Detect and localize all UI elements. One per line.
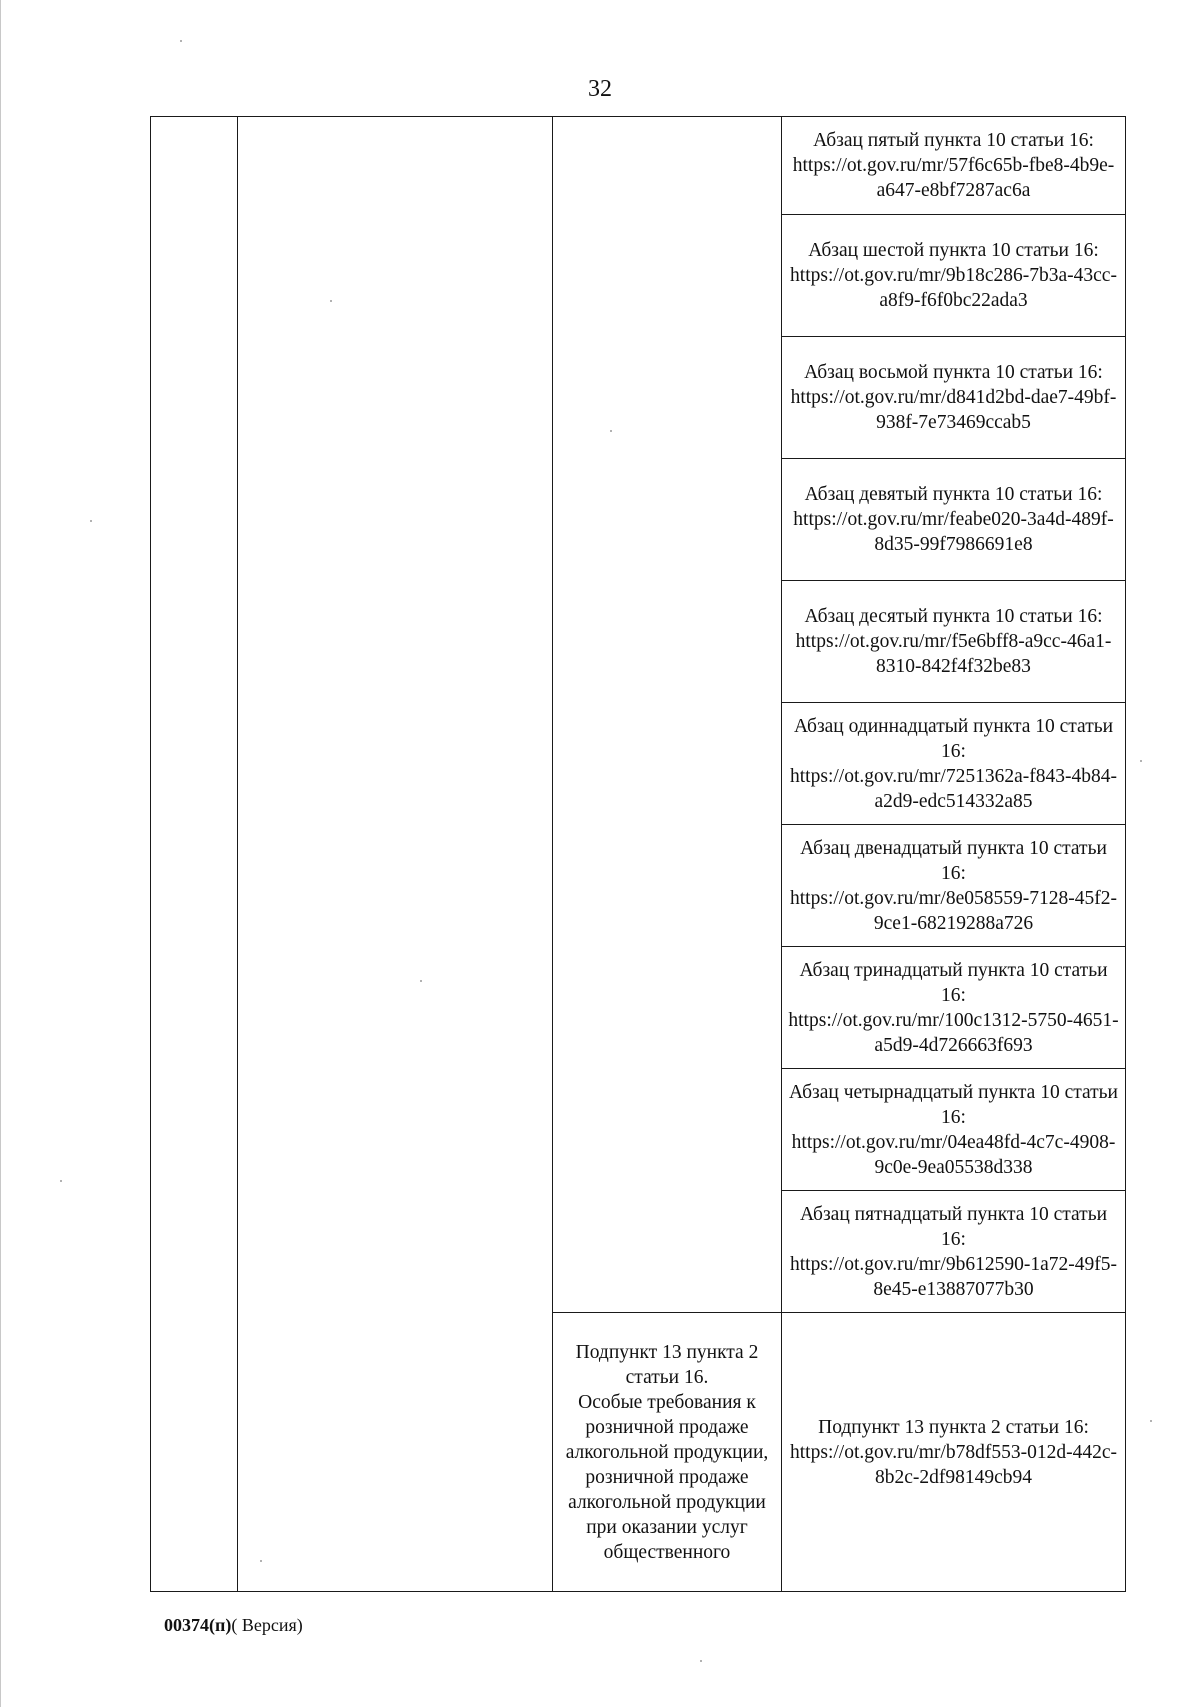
reference-link[interactable]: https://ot.gov.ru/mr/8e058559-7128-45f2-9ce1-68219288a726 [790,887,1117,934]
reference-title: Абзац пятый пункта 10 статьи 16: [813,130,1094,151]
scan-speck [1150,1420,1152,1422]
scan-edge-line [0,0,1,1707]
reference-link[interactable]: https://ot.gov.ru/mr/04ea48fd-4c7c-4908-9c0e-9ea05538d338 [791,1131,1116,1178]
reference-title: Абзац десятый пункта 10 статьи 16: [804,606,1103,627]
reference-link[interactable]: https://ot.gov.ru/mr/f5e6bff8-a9cc-46a1-8310-842f4f32be83 [795,631,1112,677]
scan-speck [330,300,332,302]
reference-link[interactable]: https://ot.gov.ru/mr/100c1312-5750-4651-a5d9-4d726663f693 [788,1009,1119,1056]
requirement-title: Подпункт 13 пункта 2 статьи 16. [575,1341,759,1388]
reference-cell [782,215,1126,337]
reference-cell [782,947,1126,1069]
reference-cell [782,1313,1126,1592]
subject-cell [238,117,553,1592]
reference-cell [782,703,1126,825]
scan-speck [610,430,612,432]
scan-speck [1140,760,1142,762]
reference-title: Абзац восьмой пункта 10 статьи 16: [804,362,1103,383]
reference-cell [782,117,1126,215]
reference-link[interactable]: https://ot.gov.ru/mr/b78df553-012d-442c-8b2c-2df98149cb94 [790,1441,1117,1488]
requirements-table [150,116,1126,1592]
scan-speck [90,520,92,522]
reference-link[interactable]: https://ot.gov.ru/mr/57f6c65b-fbe8-4b9e-a647-e8bf7287ac6a [792,155,1115,201]
reference-cell [782,337,1126,459]
reference-title: Подпункт 13 пункта 2 статьи 16: [818,1416,1089,1438]
reference-title: Абзац четырнадцатый пункта 10 статьи 16: [789,1081,1118,1128]
reference-cell [782,825,1126,947]
document-code: 00374(п) [164,1615,232,1635]
reference-title: Абзац шестой пункта 10 статьи 16: [808,240,1099,261]
requirement-cell-empty [553,117,782,1313]
number-cell [151,117,238,1592]
reference-cell [782,581,1126,703]
document-footer [164,1615,303,1636]
reference-title: Абзац девятый пункта 10 статьи 16: [804,484,1103,505]
reference-link[interactable]: https://ot.gov.ru/mr/d841d2bd-dae7-49bf-938f-7e73469ccab5 [790,387,1117,433]
scan-speck [60,1180,62,1182]
reference-title: Абзац пятнадцатый пункта 10 статьи 16: [799,1203,1108,1250]
scan-speck [260,1560,262,1562]
scan-speck [700,1660,702,1662]
scan-speck [180,40,182,42]
requirement-text: Особые требования к розничной продаже алкогольной продукции, розничной продаже алкогольной продукции при оказании услуг общественного [565,1391,769,1563]
document-version: ( Версия) [231,1615,303,1635]
reference-cell [782,1191,1126,1313]
page-number: 32 [588,76,612,102]
reference-link[interactable]: https://ot.gov.ru/mr/9b612590-1a72-49f5-8e45-e13887077b30 [790,1253,1117,1300]
reference-link[interactable]: https://ot.gov.ru/mr/9b18c286-7b3a-43cc-a8f9-f6f0bc22ada3 [790,265,1117,311]
reference-link[interactable]: https://ot.gov.ru/mr/feabe020-3a4d-489f-8d35-99f7986691e8 [793,509,1114,555]
requirement-cell [553,1313,782,1592]
reference-cell [782,459,1126,581]
reference-title: Абзац двенадцатый пункта 10 статьи 16: [800,837,1107,884]
reference-cell [782,1069,1126,1191]
reference-title: Абзац тринадцатый пункта 10 статьи 16: [799,959,1108,1006]
scan-speck [420,980,422,982]
table-row [151,117,1126,215]
reference-link[interactable]: https://ot.gov.ru/mr/7251362a-f843-4b84-a2d9-edc514332a85 [790,765,1117,812]
reference-title: Абзац одиннадцатый пункта 10 статьи 16: [793,715,1114,762]
